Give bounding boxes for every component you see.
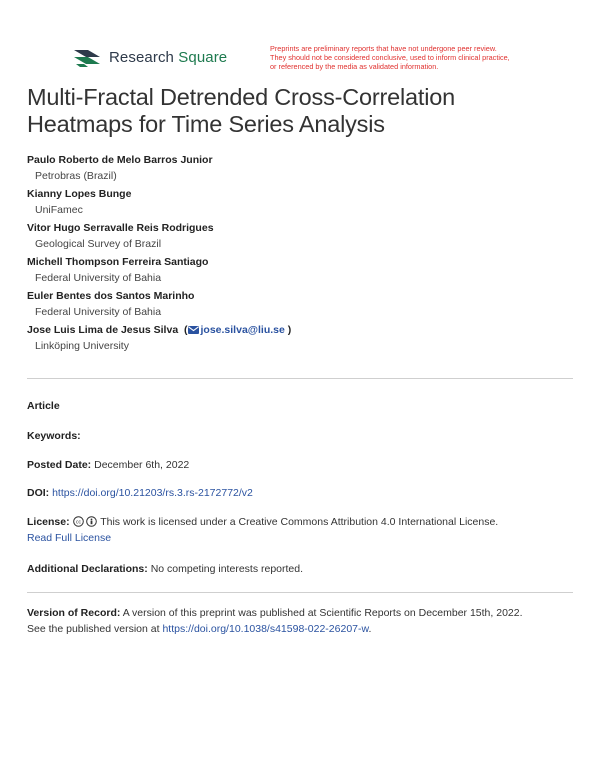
creative-commons-icon (73, 516, 84, 527)
article-type (27, 398, 573, 414)
author-name: Vitor Hugo Serravalle Reis Rodrigues (27, 222, 214, 234)
author-name: Paulo Roberto de Melo Barros Junior (27, 154, 213, 166)
preprint-disclaimer (270, 44, 545, 71)
attribution-icon (86, 516, 97, 527)
license-label: License: (27, 516, 70, 528)
paper-title-line2: Heatmaps for Time Series Analysis (27, 111, 385, 137)
section-divider (27, 378, 573, 379)
author-affiliation: UniFamec (35, 204, 83, 216)
author-entry (27, 322, 573, 354)
declarations-value: No competing interests reported. (150, 563, 304, 575)
doi-link[interactable]: https://doi.org/10.21203/rs.3.rs-2172772/v2 (52, 487, 253, 499)
author-entry (27, 186, 573, 218)
article-type-label: Article (27, 400, 60, 412)
keywords-label: Keywords: (27, 430, 81, 442)
license-text: This work is licensed under a Creative Commons Attribution 4.0 International License. (100, 516, 499, 528)
brand-name (109, 49, 227, 66)
author-entry (27, 152, 573, 184)
vor-text-2: See the published version at (27, 623, 160, 635)
research-square-logo-icon (72, 46, 102, 68)
disclaimer-line: Preprints are preliminary reports that have not undergone peer review. (270, 44, 497, 53)
corresponding-author (27, 322, 573, 338)
version-of-record (27, 605, 573, 637)
email-paren-open: ( (181, 324, 188, 336)
header (72, 44, 542, 74)
posted-date-value: December 6th, 2022 (94, 459, 190, 471)
doi-label: DOI: (27, 487, 50, 499)
paper-title-line1: Multi-Fractal Detrended Cross-Correlation (27, 84, 455, 110)
author-name: Michell Thompson Ferreira Santiago (27, 256, 209, 268)
disclaimer-line: They should not be considered conclusive, used to inform clinical practice, (270, 53, 510, 62)
vor-text: A version of this preprint was published at Scientific Reports on December 15th, 2022. (122, 607, 523, 619)
read-full-license-link[interactable]: Read Full License (27, 532, 112, 544)
brand-name-part1: Research (109, 48, 174, 66)
author-affiliation: Petrobras (Brazil) (35, 170, 117, 182)
brand-name-part2: Square (178, 48, 228, 66)
author-affiliation: Federal University of Bahia (35, 272, 162, 284)
vor-link[interactable]: https://doi.org/10.1038/s41598-022-26207-w (162, 623, 369, 635)
author-affiliation: Geological Survey of Brazil (35, 238, 162, 250)
brand-logo[interactable] (72, 46, 227, 68)
doi-row (27, 485, 573, 501)
author-affiliation: Linköping University (35, 340, 129, 352)
author-affiliation: Federal University of Bahia (35, 306, 162, 318)
posted-date-row (27, 457, 573, 473)
author-email-link[interactable]: jose.silva@liu.se (200, 324, 285, 336)
svg-text:cc: cc (75, 519, 81, 526)
section-divider (27, 592, 573, 593)
posted-date-label: Posted Date: (27, 459, 92, 471)
author-entry (27, 254, 573, 286)
author-entry (27, 220, 573, 252)
keywords-row (27, 428, 573, 444)
author-entry (27, 288, 573, 320)
license-row (27, 514, 573, 546)
paper-title (27, 84, 573, 138)
email-paren-close: ) (284, 324, 292, 336)
author-name: Jose Luis Lima de Jesus Silva (27, 324, 179, 336)
vor-label: Version of Record: (27, 607, 121, 619)
author-list (27, 152, 573, 356)
author-name: Euler Bentes dos Santos Marinho (27, 290, 195, 302)
disclaimer-line: or referenced by the media as validated information. (270, 62, 439, 71)
envelope-icon (188, 326, 199, 334)
declarations-label: Additional Declarations: (27, 563, 148, 575)
declarations-row (27, 561, 573, 577)
vor-end: . (368, 623, 372, 635)
author-name: Kianny Lopes Bunge (27, 188, 132, 200)
